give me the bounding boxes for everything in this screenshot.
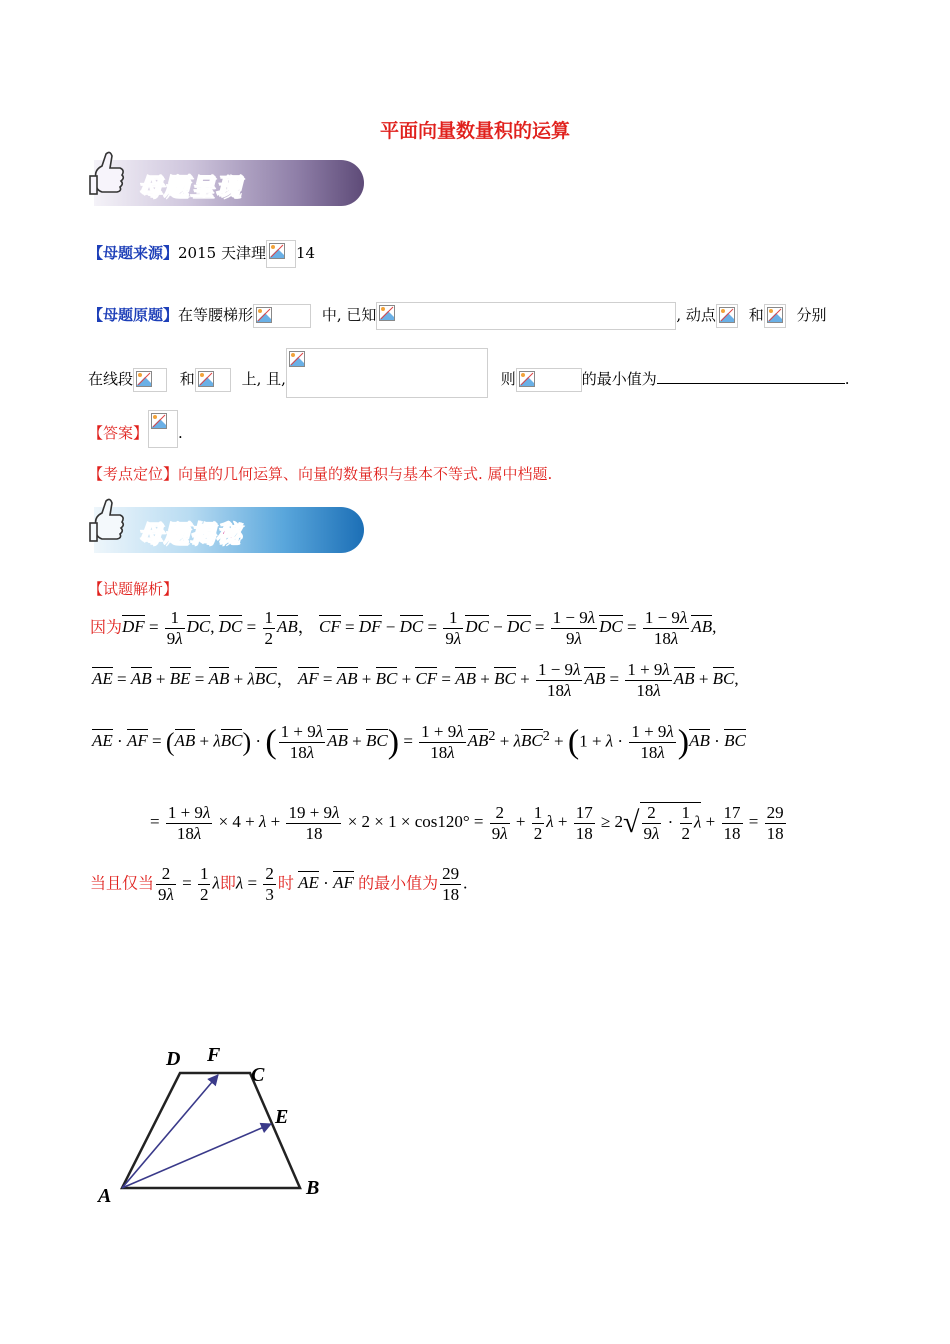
problem-text: 和 xyxy=(179,370,195,388)
when-text: 当且仅当 xyxy=(90,873,155,893)
formula-image xyxy=(516,368,582,392)
formula-image xyxy=(195,368,231,392)
math-line-5: 当且仅当 $\frac{2}{9\lambda}$ = $\frac{1}{2}$ λ即λ = $\frac{2}{3}$ 时 AE · AF 的最小值为 $\frac{29}{18}$ . xyxy=(90,864,468,904)
math-line-4: = $\frac{1 + 9\lambda}{18\lambda}$ × 4 + λ + $\frac{19 + 9\lambda}{18}$ × 2 × 1 × cos120° = $\frac{2}{9\lambda}$ + $\frac{1}{2}$ λ + $\frac{17}{18}$ ≥ 2√ $\frac{2}{9\lambda}$ · $\frac{1}{2}$ λ + $\frac{17}{18}$ = $\frac{29}{18}$ xyxy=(150,802,784,843)
math-line-2: AE = AB + BE = AB + λBC， AF = AB + BC + CF = AB + BC + $\frac{1 - 9\lambda}{18\lambda}$ AB = $\frac{1 + 9\lambda}{18\lambda}$ AB + BC, xyxy=(92,660,739,700)
image-placeholder-icon xyxy=(379,305,395,321)
formula-image xyxy=(716,304,738,328)
answer-label: 【答案】 xyxy=(88,424,149,442)
image-placeholder-icon xyxy=(719,307,735,323)
label-a: A xyxy=(98,1185,112,1207)
min-text: 的最小值为 xyxy=(358,873,439,893)
image-placeholder-icon xyxy=(151,413,167,429)
label-c: C xyxy=(251,1064,265,1086)
section-banner-analysis xyxy=(94,507,364,553)
label-f: F xyxy=(207,1044,221,1066)
label-b: B xyxy=(306,1177,320,1199)
ji-text: 即 xyxy=(219,873,236,893)
problem-text: . xyxy=(844,370,850,388)
answer-line xyxy=(88,410,183,448)
image-placeholder-icon xyxy=(198,371,214,387)
kaodian-label: 【考点定位】 xyxy=(88,465,179,483)
thumbs-up-icon xyxy=(88,148,128,206)
answer-blank xyxy=(657,369,845,384)
source-line xyxy=(88,240,315,268)
shi-text: 时 xyxy=(277,873,294,893)
kaodian-text: 向量的几何运算、向量的数量积与基本不等式. 属中档题. xyxy=(178,465,553,483)
problem-label: 【母题原题】 xyxy=(88,306,179,324)
label-e: E xyxy=(275,1106,289,1128)
image-placeholder-icon xyxy=(519,371,535,387)
trapezoid-figure xyxy=(90,1040,340,1215)
label-d: D xyxy=(166,1048,181,1070)
source-number: 14 xyxy=(295,244,316,262)
problem-text: 上, 且, xyxy=(241,370,286,388)
problem-text: 则 xyxy=(500,370,516,388)
problem-text: 中, 已知 xyxy=(321,306,377,324)
problem-text: , 动点 xyxy=(676,306,716,324)
source-label: 【母题来源】 xyxy=(88,244,179,262)
analysis-label: 【试题解析】 xyxy=(88,580,179,598)
section-banner-presentation xyxy=(94,160,364,206)
formula-image xyxy=(376,302,676,330)
problem-line-2 xyxy=(88,348,850,398)
math-line-3: AE · AF = (AB + λBC) · ( $\frac{1 + 9\lambda}{18\lambda}$ AB + BC) = $\frac{1 + 9\lambda}{18\lambda}$ $AB^2 + \lambda BC^2 + (1 + \lambda$ · $\frac{1 + 9\lambda}{18\lambda}$ )AB · BC xyxy=(92,722,746,762)
banner-title: 母题呈现 xyxy=(138,172,242,201)
formula-image xyxy=(286,348,488,398)
image-placeholder-icon xyxy=(256,307,272,323)
thumbs-up-icon xyxy=(88,495,128,553)
math-line-1: 因为DF = $\frac{1}{9\lambda}$ DC, DC = $\frac{1}{2}$ AB， CF = DF − DC = $\frac{1}{9\lambda}$ DC − DC = $\frac{1 - 9\lambda}{9\lambda}$ DC = $\frac{1 - 9\lambda}{18\lambda}$ AB, xyxy=(90,608,717,648)
page-title: 平面向量数量积的运算 xyxy=(379,120,570,142)
image-placeholder-icon xyxy=(269,243,285,259)
formula-image xyxy=(133,368,167,392)
answer-dot: . xyxy=(178,424,183,442)
trapezoid-shape xyxy=(122,1073,300,1188)
image-placeholder-icon xyxy=(767,307,783,323)
formula-image xyxy=(148,410,178,448)
formula-image xyxy=(253,304,311,328)
banner-title: 母题揭秘 xyxy=(138,519,242,548)
formula-image xyxy=(266,240,296,268)
problem-text: 在等腰梯形 xyxy=(178,306,254,324)
source-text: 2015 天津理 xyxy=(178,244,266,262)
vector-ae xyxy=(122,1124,271,1188)
kaodian-line xyxy=(88,463,552,484)
problem-text: 分别 xyxy=(796,306,827,324)
problem-text: 和 xyxy=(748,306,764,324)
problem-text: 的最小值为 xyxy=(581,370,657,388)
because-text: 因为 xyxy=(90,617,123,637)
image-placeholder-icon xyxy=(136,371,152,387)
problem-line-1 xyxy=(88,302,827,330)
formula-image xyxy=(764,304,786,328)
problem-text: 在线段 xyxy=(88,370,134,388)
image-placeholder-icon xyxy=(289,351,305,367)
